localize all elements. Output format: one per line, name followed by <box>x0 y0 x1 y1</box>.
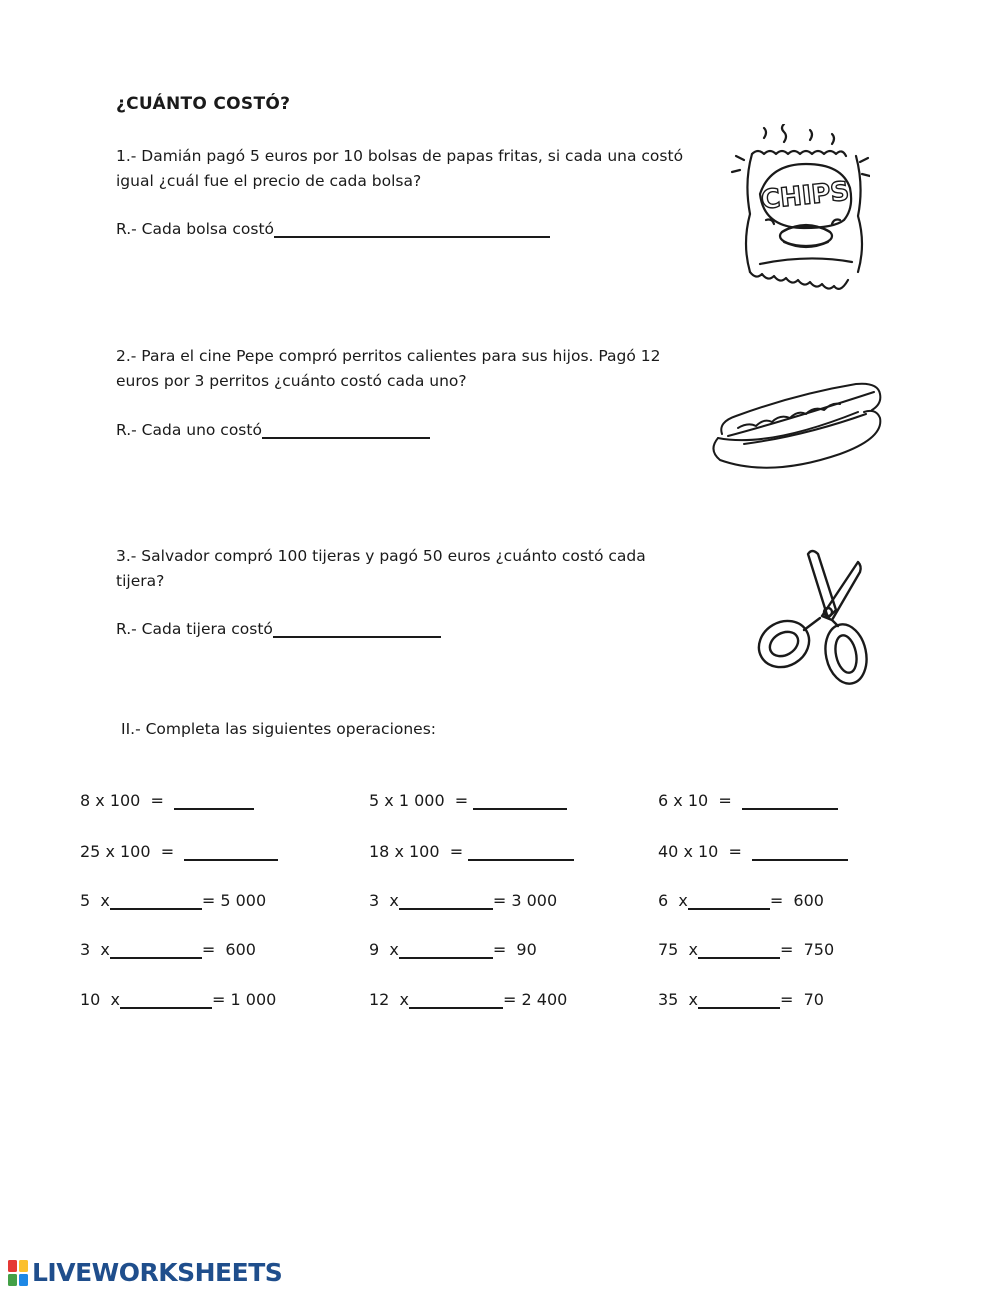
operation-left: 5 x 1 000 = <box>369 791 474 810</box>
operation-answer-blank[interactable] <box>174 792 254 810</box>
operation-left: 18 x 100 = <box>369 842 469 861</box>
operation-right: = 3 000 <box>492 891 558 910</box>
operation-r3-c2 <box>369 891 557 910</box>
operation-left: 35 x <box>658 990 698 1009</box>
brand-logo <box>8 1258 282 1287</box>
operation-answer-blank[interactable] <box>184 843 278 861</box>
brand-blocks-icon <box>8 1260 28 1286</box>
operation-left: 25 x 100 = <box>80 842 185 861</box>
operation-left: 3 x <box>369 891 399 910</box>
problem-3-answer <box>116 620 441 638</box>
operation-r4-c3 <box>658 940 834 959</box>
operation-left: 6 x 10 = <box>658 791 742 810</box>
operation-answer-blank[interactable] <box>399 892 493 910</box>
scissors-icon <box>754 546 874 692</box>
chips-bag-icon <box>730 124 870 294</box>
operation-r5-c1 <box>80 990 276 1009</box>
operation-left: 75 x <box>658 940 698 959</box>
operation-left: 12 x <box>369 990 409 1009</box>
operation-left: 40 x 10 = <box>658 842 753 861</box>
hotdog-icon <box>704 376 890 476</box>
operation-answer-blank[interactable] <box>468 843 574 861</box>
operation-answer-blank[interactable] <box>120 991 212 1009</box>
problem-2-text: 2.- Para el cine Pepe compró perritos calientes para sus hijos. Pagó 12 euros por 3 perritos ¿cuánto costó cada uno? <box>116 347 661 390</box>
page-title: ¿CUÁNTO COSTÓ? <box>116 94 291 114</box>
operation-r2-c3 <box>658 842 848 861</box>
problem-3-text: 3.- Salvador compró 100 tijeras y pagó 50 euros ¿cuánto costó cada tijera? <box>116 547 646 590</box>
operation-answer-blank[interactable] <box>688 892 770 910</box>
problem-3-answer-label: R.- Cada tijera costó <box>116 620 273 638</box>
operation-answer-blank[interactable] <box>110 941 202 959</box>
operation-answer-blank[interactable] <box>698 941 780 959</box>
problem-1-answer-blank[interactable] <box>274 220 550 238</box>
operation-r1-c3 <box>658 791 838 810</box>
section-title: II.- Completa las siguientes operaciones: <box>121 720 437 738</box>
problem-2-answer <box>116 421 430 439</box>
problem-1-answer-label: R.- Cada bolsa costó <box>116 220 275 238</box>
operation-answer-blank[interactable] <box>742 792 838 810</box>
operation-left: 5 x <box>80 891 110 910</box>
operation-r2-c2 <box>369 842 574 861</box>
operation-left: 3 x <box>80 940 110 959</box>
operation-right: = 600 <box>201 940 256 959</box>
operation-right: = 2 400 <box>503 990 568 1009</box>
operation-r5-c3 <box>658 990 824 1009</box>
operation-r3-c1 <box>80 891 266 910</box>
operation-right: = 5 000 <box>201 891 267 910</box>
operation-right: = 90 <box>492 940 537 959</box>
operation-right: = 1 000 <box>212 990 277 1009</box>
brand-name: LIVEWORKSHEETS <box>32 1258 283 1287</box>
operation-r4-c2 <box>369 940 537 959</box>
operation-answer-blank[interactable] <box>473 792 567 810</box>
operation-right: = 600 <box>769 891 824 910</box>
problem-1-answer <box>116 220 550 238</box>
operation-r4-c1 <box>80 940 256 959</box>
operation-answer-blank[interactable] <box>752 843 848 861</box>
problem-3-answer-blank[interactable] <box>273 620 441 638</box>
operation-r5-c2 <box>369 990 567 1009</box>
operation-left: 10 x <box>80 990 120 1009</box>
operation-left: 9 x <box>369 940 399 959</box>
operation-r1-c1 <box>80 791 254 810</box>
operation-answer-blank[interactable] <box>110 892 202 910</box>
operation-r2-c1 <box>80 842 278 861</box>
operation-answer-blank[interactable] <box>399 941 493 959</box>
problem-1-text: 1.- Damián pagó 5 euros por 10 bolsas de papas fritas, si cada una costó igual ¿cuál fue el precio de cada bolsa? <box>116 147 684 190</box>
operation-right: = 750 <box>780 940 835 959</box>
operation-answer-blank[interactable] <box>698 991 780 1009</box>
problem-2-answer-blank[interactable] <box>262 421 430 439</box>
operation-left: 8 x 100 = <box>80 791 175 810</box>
problem-2-answer-label: R.- Cada uno costó <box>116 421 262 439</box>
operation-left: 6 x <box>658 891 688 910</box>
operation-r1-c2 <box>369 791 567 810</box>
operation-right: = 70 <box>780 990 824 1009</box>
chips-label: CHIPS <box>759 176 851 216</box>
operation-answer-blank[interactable] <box>409 991 503 1009</box>
operation-r3-c3 <box>658 891 824 910</box>
